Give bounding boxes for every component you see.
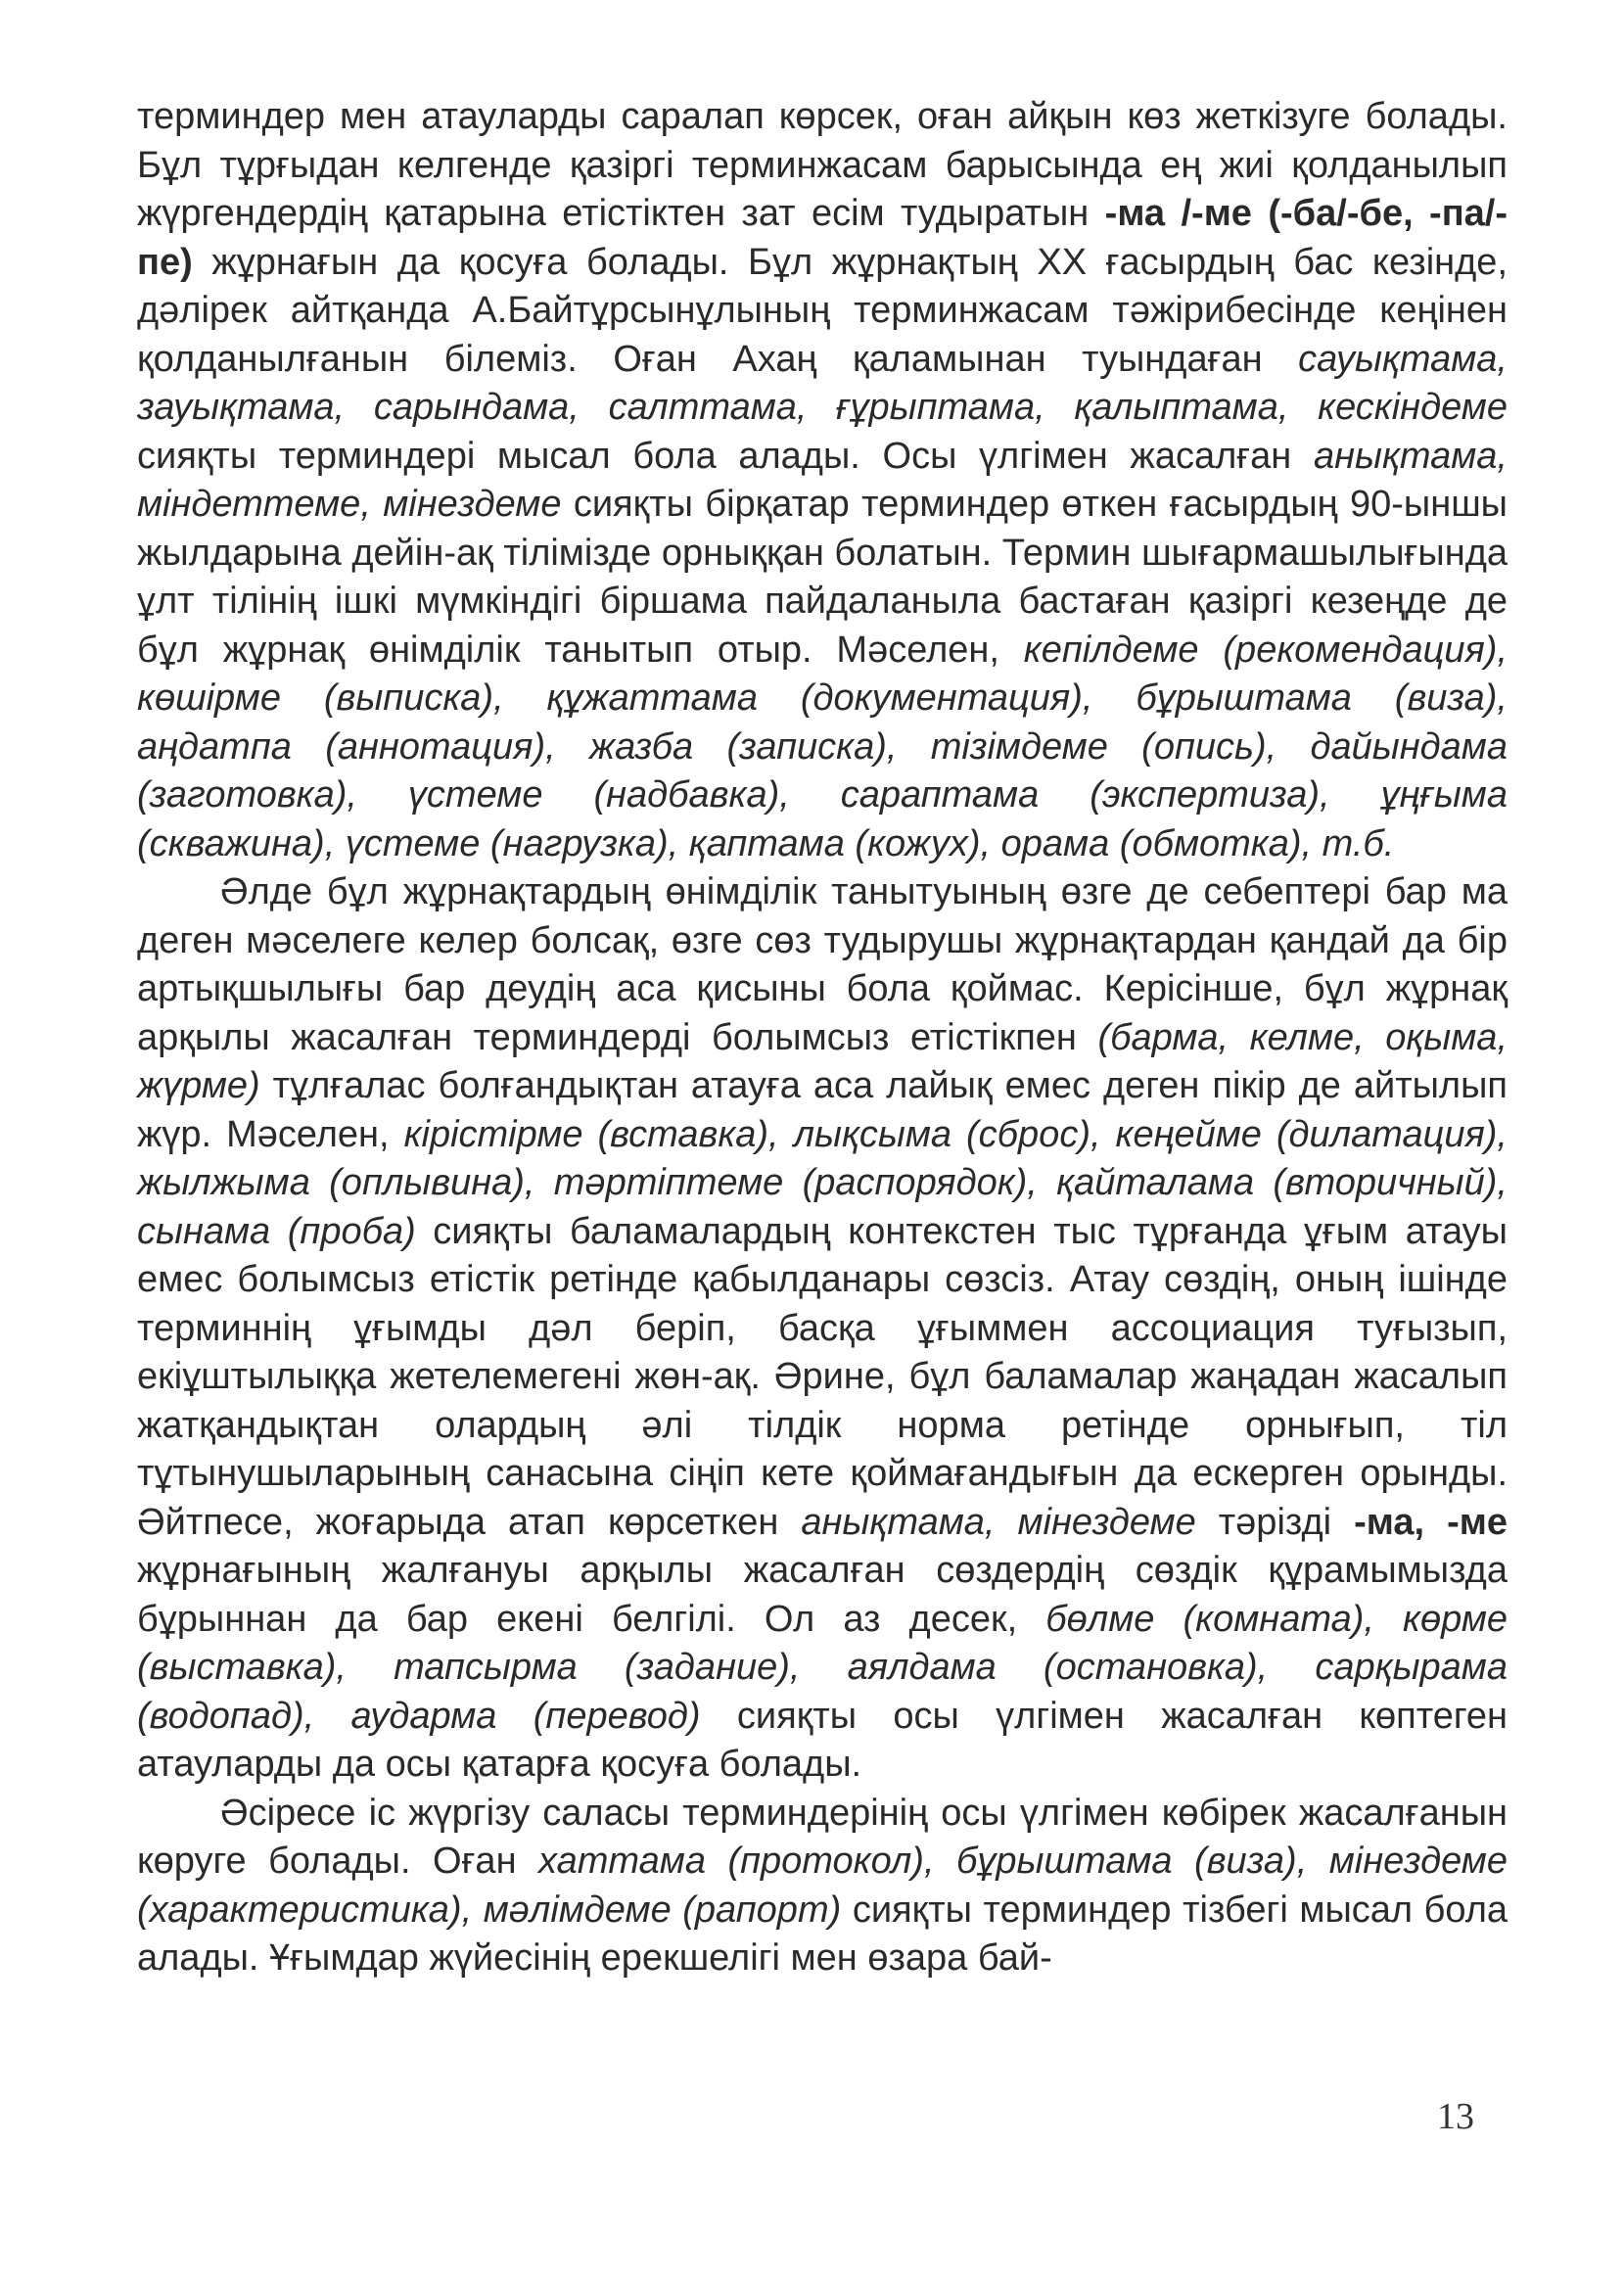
bold-suffix-run: -ма /-ме (-ба/-бе, -па/-пе) — [137, 193, 1508, 283]
italic-term-run: хаттама (протокол), бұрыштама (виза), мінездеме (характеристика), мәлімдеме (рапорт) — [137, 1841, 1508, 1931]
text-run: тұлғалас болғандықтан атауға аса лайық емес деген пікір де айтылып жүр. Мәселен, — [137, 1065, 1508, 1155]
paragraph-2 — [137, 868, 1508, 1790]
text-run: жұрнағының жалғануы арқылы жасалған сөздердің сөздік құрамымызда бұрыннан да бар екені белгілі. Ол аз десек, — [137, 1550, 1508, 1640]
italic-term-run: сауықтама, зауықтама, сарындама, салттама, ғұрыптама, қалыптама, кескіндеме — [137, 338, 1508, 428]
italic-term-run: бөлме (комната), көрме (выставка), тапсырма (задание), аялдама (остановка), сарқырама (водопад), аударма (перевод) — [137, 1598, 1508, 1737]
italic-term-run: кепілдеме (рекомендация), көшірме (выписка), құжаттама (документация), бұрыштама (виза), аңдатпа (аннотация), жазба (записка), тізімдеме (опись), дайындама (заготовка), үстеме (надбавка), сараптама (экспертиза), ұңғыма (скважина), үстеме (нагрузка), қаптама (кожух), орама (обмотка), т.б. — [137, 629, 1508, 864]
bold-suffix-run: -ма, -ме — [1354, 1501, 1508, 1543]
text-run: жұрнағын да қосуға болады. Бұл жұрнақтың ХХ ғасырдың бас кезінде, дәлірек айтқанда А.Байтұрсынұлының терминжасам тәжірибесінде кеңінен қолданылғанын білеміз. Оған Ахаң қаламынан туындаған — [137, 241, 1508, 380]
italic-term-run: анықтама, мінездеме — [801, 1501, 1196, 1543]
paragraph-1 — [137, 93, 1508, 868]
text-run: Әлде бұл жұрнақтардың өнімділік танытуының өзге де себептері бар ма деген мәселеге келер болсақ, өзге сөз тудырушы жұрнақтардан қандай да бір артықшылығы бар деудің аса қисыны бола қоймас. Керісінше, бұл жұрнақ арқылы жасалған терминдерді болымсыз етістікпен — [137, 871, 1508, 1058]
italic-term-run: кірістірме (вставка), лықсыма (сброс), кеңейме (дилатация), жылжыма (оплывина), тәртіптеме (распорядок), қайталама (вторичный), сынама (проба) — [137, 1113, 1508, 1252]
text-run: терминдер мен атауларды саралап көрсек, оған айқын көз жеткізуге болады. Бұл тұрғыдан келгенде қазіргі терминжасам барысында ең жиі қолданылып жүргендердің қатарына етістіктен зат есім тудыратын — [137, 96, 1508, 234]
text-run: сияқты баламалардың контекстен тыс тұрғанда ұғым атауы емес болымсыз етістік ретінде қабылданары сөзсіз. Атау сөздің, оның ішінде терминнің ұғымды дәл беріп, басқа ұғыммен ассоциация туғызып, екіұштылыққа жетелемегені жөн-ақ. Әрине, бұл баламалар жаңадан жасалып жатқандықтан олардың әлі тілдік норма ретінде орнығып, тіл тұтынушыларының санасына сіңіп кете қоймағандығын да ескерген орынды. Әйтпесе, жоғарыда атап көрсеткен — [137, 1210, 1508, 1543]
page-body — [137, 93, 1508, 1983]
text-run: тәрізді — [1195, 1501, 1355, 1543]
italic-term-run: анықтама, міндеттеме, мінездеме — [137, 435, 1508, 525]
text-run: сияқты терминдер тізбегі мысал бола алады. Ұғымдар жүйесінің ерекшелігі мен өзара бай- — [137, 1889, 1508, 1979]
text-run: сияқты терминдері мысал бола алады. Осы үлгімен жасалған — [137, 435, 1314, 477]
italic-term-run: (барма, келме, оқыма, жүрме) — [137, 1016, 1508, 1106]
text-run: Әсіресе іс жүргізу саласы терминдерінің осы үлгімен көбірек жасалғанын көруге болады. Оған — [137, 1792, 1508, 1882]
page-number: 13 — [1437, 2096, 1474, 2137]
paragraph-3 — [137, 1790, 1508, 1983]
text-run: сияқты бірқатар терминдер өткен ғасырдың 90-ыншы жылдарына дейін-ақ тілімізде орныққан болатын. Термин шығармашылығында ұлт тілінің ішкі мүмкіндігі біршама пайдаланыла бастаған қазіргі кезеңде де бұл жұрнақ өнімділік танытып отыр. Мәселен, — [137, 484, 1508, 671]
text-run: сияқты осы үлгімен жасалған көптеген атауларды да осы қатарға қосуға болады. — [137, 1695, 1508, 1785]
